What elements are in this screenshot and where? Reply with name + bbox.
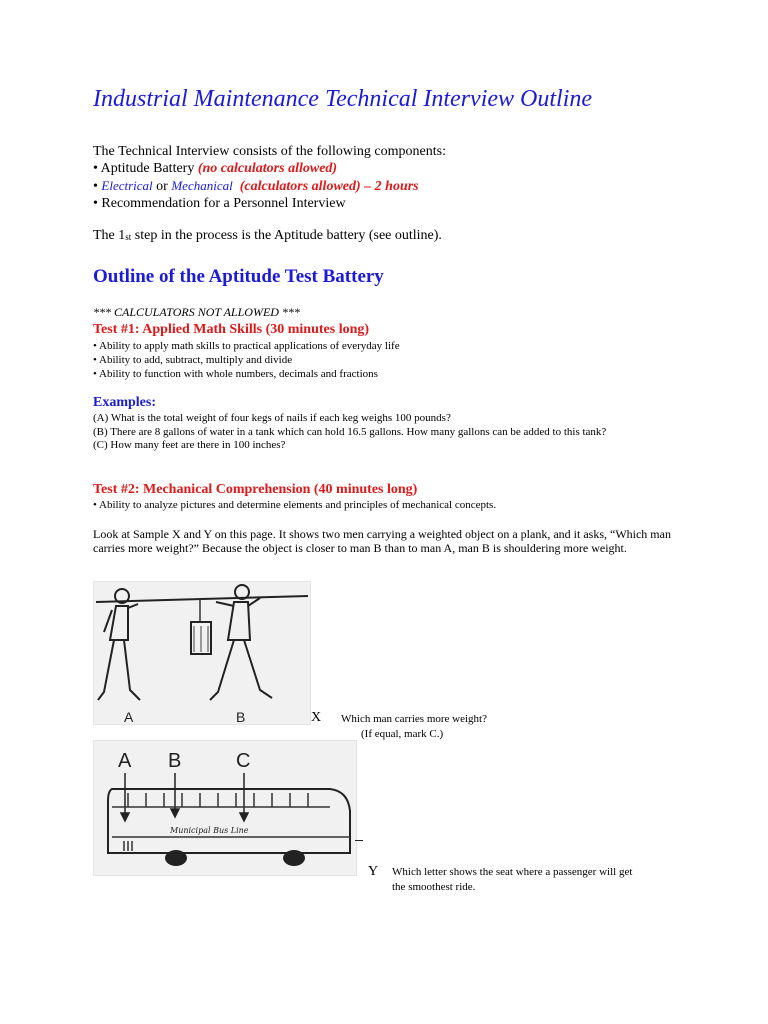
example-a: (A) What is the total weight of four kegs of nails if each keg weighs 100 pounds? [93, 412, 451, 424]
bullet: • [93, 196, 98, 211]
step-pre: The 1 [93, 228, 126, 243]
sample-x-figure [93, 581, 311, 725]
list-item: • Ability to analyze pictures and determine elements and principles of mechanical concepts. [93, 499, 497, 511]
test2-heading: Test #2: Mechanical Comprehension (40 minutes long) [93, 482, 418, 497]
men-carrying-plank-illustration [94, 582, 310, 724]
sample-y-figure [93, 740, 357, 876]
component-item-technical [93, 177, 446, 195]
electrical-label: Electrical [101, 178, 153, 193]
step-ordinal: st [125, 232, 132, 242]
example-c: (C) How many feet are there in 100 inches? [93, 439, 286, 451]
component-item-aptitude [93, 160, 446, 177]
figure-label-b: B [168, 750, 182, 772]
component-item-recommendation [93, 195, 446, 212]
intro-lead: The Technical Interview consists of the following components: [93, 144, 446, 159]
question-text-cont: the smoothest ride. [392, 881, 476, 893]
test1-heading: Test #1: Applied Math Skills (30 minutes long) [93, 322, 370, 337]
figure-label-c: C [236, 750, 251, 772]
step-sentence [93, 228, 442, 244]
list-item: • Ability to apply math skills to practical applications of everyday life [93, 340, 400, 352]
example-b: (B) There are 8 gallons of water in a tank which can hold 16.5 gallons. How many gallons can be added to this tank? [93, 425, 607, 438]
component-label: Aptitude Battery [100, 161, 195, 176]
test1-section [93, 322, 400, 381]
bus-sign: Municipal Bus Line [170, 826, 249, 835]
divider [355, 840, 363, 841]
intro-section [93, 143, 446, 212]
outline-heading: Outline of the Aptitude Test Battery [93, 266, 384, 287]
figure-label-a: A [124, 709, 134, 724]
calculators-note: *** CALCULATORS NOT ALLOWED *** [93, 305, 300, 319]
bus-illustration [94, 741, 356, 875]
sample-y-question [392, 865, 632, 895]
bullet: • [93, 161, 98, 176]
test2-section [93, 482, 496, 512]
or-text: or [156, 179, 168, 194]
figure-label-b: B [236, 709, 246, 724]
bullet: • [93, 179, 98, 194]
sample-description: Look at Sample X and Y on this page. It shows two men carrying a weighted object on a plank, and it asks, “Which man carries more weight?” Because the object is closer to man B than to man A, man B is shouldering more weight. [93, 527, 671, 555]
list-item: • Ability to add, subtract, multiply and divide [93, 354, 293, 366]
question-hint: (If equal, mark C.) [361, 728, 444, 740]
list-item: • Ability to function with whole numbers, decimals and fractions [93, 368, 378, 380]
examples-heading: Examples: [93, 395, 156, 410]
step-post: step in the process is the Aptitude battery (see outline). [131, 228, 442, 243]
page-title: Industrial Maintenance Technical Interview Outline [93, 86, 593, 112]
sample-y-label: Y [368, 864, 379, 879]
examples-list [93, 412, 683, 453]
sample-x-label: X [311, 710, 322, 725]
sample-x-question [341, 712, 487, 742]
component-note: (no calculators allowed) [197, 161, 338, 176]
question-text: Which letter shows the seat where a passenger will get [392, 866, 633, 878]
figure-label-a: A [118, 750, 132, 772]
question-text: Which man carries more weight? [341, 713, 487, 725]
component-label: Recommendation for a Personnel Interview [101, 196, 346, 211]
component-note: (calculators allowed) – 2 hours [239, 179, 419, 194]
mechanical-label: Mechanical [171, 178, 233, 193]
